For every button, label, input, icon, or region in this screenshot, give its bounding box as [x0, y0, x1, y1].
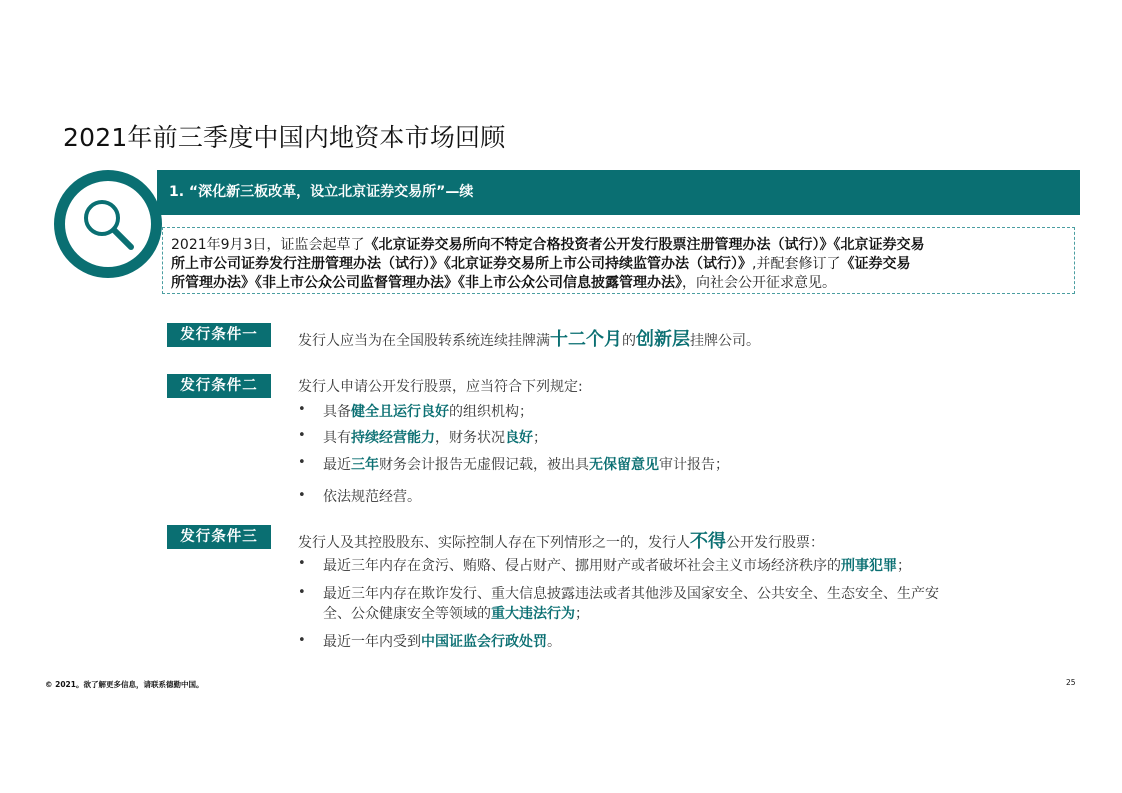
bullet-icon: • [298, 633, 306, 648]
text: 的组织机构； [449, 404, 533, 420]
footer-copyright: © 2021。欲了解更多信息，请联系德勤中国。 [45, 680, 204, 689]
text: 发行人应当为在全国股转系统连续挂牌满 [298, 333, 550, 349]
bullet-icon: • [298, 428, 306, 443]
text: 最近一年内受到 [323, 634, 421, 650]
condition-3-item: 最近三年内存在欺诈发行、重大信息披露违法或者其他涉及国家安全、公共安全、生态安全、生产安 [323, 586, 939, 602]
text: 具有 [323, 430, 351, 446]
condition-2-item: 依法规范经营。 [323, 489, 421, 505]
condition-2-item [323, 454, 729, 474]
text: 全、公众健康安全等领域的 [323, 606, 491, 622]
text: ； [575, 606, 589, 622]
text: ，财务状况 [435, 430, 505, 446]
condition-1-text [298, 325, 760, 351]
bullet-icon: • [298, 556, 306, 571]
intro-text: ,并配套修订了 [752, 256, 841, 272]
text: 具备 [323, 404, 351, 420]
intro-line-2 [171, 253, 910, 273]
page-title: 2021年前三季度中国内地资本市场回顾 [63, 123, 506, 152]
intro-line-1 [171, 234, 924, 254]
highlight: 重大违法行为 [491, 606, 575, 622]
page-number: 25 [1066, 678, 1076, 687]
bullet-icon: • [298, 455, 306, 470]
condition-2-item [323, 401, 533, 421]
highlight: 无保留意见 [589, 457, 659, 473]
text: 最近三年内存在贪污、贿赂、侵占财产、挪用财产或者破坏社会主义市场经济秩序的 [323, 558, 841, 574]
text: 发行人及其控股股东、实际控制人存在下列情形之一的，发行人 [298, 535, 690, 551]
text: ； [897, 558, 911, 574]
highlight: 十二个月 [550, 329, 622, 350]
highlight: 不得 [690, 531, 726, 552]
intro-regulation-title: 所管理办法》《非上市公众公司监督管理办法》《非上市公众公司信息披露管理办法》 [171, 275, 682, 291]
highlight: 刑事犯罪 [841, 558, 897, 574]
text: 最近 [323, 457, 351, 473]
condition-3-item [323, 555, 911, 575]
intro-regulation-title: 所上市公司证券发行注册管理办法（试行）》《北京证券交易所上市公司持续监管办法（试行）》 [171, 256, 752, 272]
intro-line-3 [171, 272, 836, 292]
condition-2-lead: 发行人申请公开发行股票，应当符合下列规定: [298, 379, 583, 395]
search-icon-ring [54, 170, 162, 278]
intro-text: ，向社会公开征求意见。 [682, 275, 836, 291]
bullet-icon: • [298, 488, 306, 503]
text: 的 [622, 333, 636, 349]
condition-2-item [323, 427, 547, 447]
text: 财务会计报告无虚假记载，被出具 [379, 457, 589, 473]
search-icon [79, 195, 139, 255]
highlight: 持续经营能力 [351, 430, 435, 446]
condition-2-badge: 发行条件二 [167, 374, 271, 398]
intro-regulation-title: 《北京证券交易所向不特定合格投资者公开发行股票注册管理办法（试行）》《北京证券交易 [364, 237, 925, 253]
highlight: 中国证监会行政处罚 [421, 634, 547, 650]
highlight: 创新层 [636, 329, 690, 350]
text: ； [533, 430, 547, 446]
highlight: 健全且运行良好 [351, 404, 449, 420]
text: 挂牌公司。 [690, 333, 760, 349]
condition-1-badge: 发行条件一 [167, 323, 271, 347]
intro-text: 2021年9月3日，证监会起草了 [171, 237, 365, 253]
condition-3-badge: 发行条件三 [167, 525, 271, 549]
highlight: 三年 [351, 457, 379, 473]
bullet-icon: • [298, 585, 306, 600]
text: 公开发行股票： [726, 535, 824, 551]
text: 审计报告； [659, 457, 729, 473]
text: 。 [547, 634, 561, 650]
highlight: 良好 [505, 430, 533, 446]
condition-3-lead [298, 527, 824, 553]
bullet-icon: • [298, 402, 306, 417]
section-banner: 1. “深化新三板改革，设立北京证券交易所”—续 [157, 170, 1080, 215]
condition-3-item [323, 631, 561, 651]
condition-3-item-cont [323, 603, 589, 623]
intro-regulation-title: 《证券交易 [840, 256, 911, 272]
